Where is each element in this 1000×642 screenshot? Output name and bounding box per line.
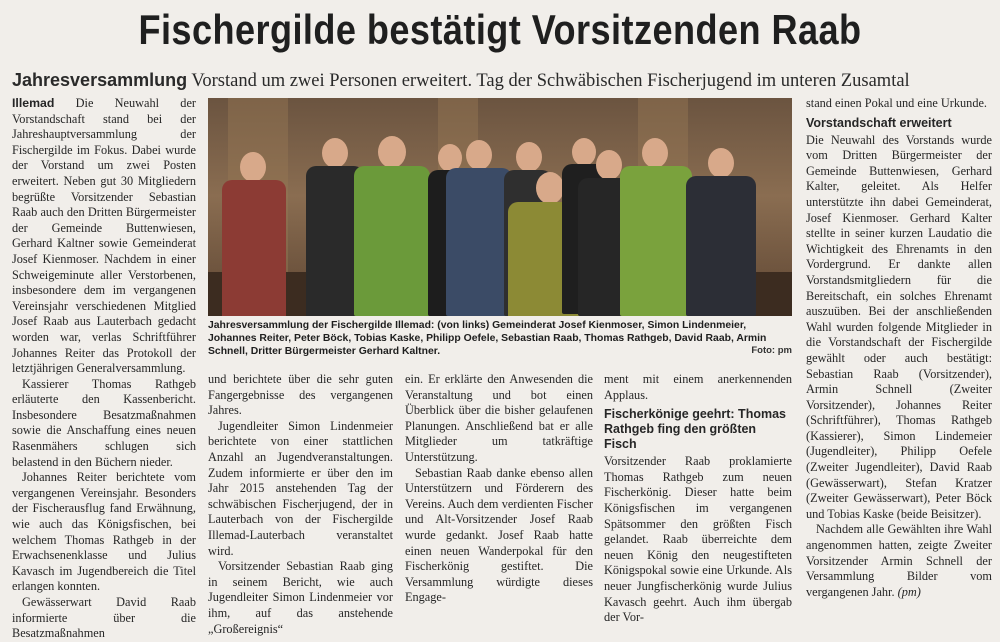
paragraph: Gewässerwart David Raab informierte über die Besatzmaßnahmen: [12, 595, 196, 641]
section-heading: Vorstandschaft erweitert: [806, 115, 952, 130]
dateline: Illemad: [12, 96, 55, 110]
article-column-3: [405, 372, 593, 606]
paragraph: [806, 522, 992, 600]
subheadline: [12, 70, 992, 92]
paragraph: Vorsitzender Sebastian Raab ging in seinem Bericht, wie auch Jugendleiter Simon Lindenmeier vor ihm, auf das anstehende „Großereignis“: [208, 559, 393, 636]
photo-credit: Foto: pm: [751, 345, 792, 356]
section-heading: Fischerkönige geehrt: Thomas Rathgeb fing den größten Fisch: [604, 407, 786, 452]
paragraph: Kassierer Thomas Rathgeb erläuterte den Kassenbericht. Insbesondere Besatzmaßnahmen sowie die Anschaffung eines neuen Rasenmähers schlugen sich belastend in den Büchern nieder.: [12, 376, 196, 469]
paragraph: stand einen Pokal und eine Urkunde.: [806, 96, 987, 110]
paragraph: [12, 96, 196, 377]
paragraph: Vorsitzender Raab proklamierte Thomas Rathgeb zum neuen Fischerkönig. Dieser hatte beim Königsfischen im vergangenen Spätsommer den größten Fisch gelandet. Raab überreichte dem neuen König den neugestifteten Königspokal sowie eine Urkunde. Als neuer Jungfischerkönig wurde Julius Kavasch geehrt. Auch ihm übergab der Vor-: [604, 454, 792, 625]
paragraph-text: Die Neuwahl der Vorstandschaft stand bei der Jahreshauptversammlung der Fischergilde im Fokus. Dabei wurde der Vorstand um zwei Posten erweitert. Neben gut 30 Mitgliedern begrüßte Vorsitzender Sebastian Raab auch den Dritten Bürgermeister der Gemeinde Buttenwiesen, Gerhard Kaltner sowie Gemeinderat Josef Kienmoser. Nachdem in einer Schweigeminute aller Verstorbenen, insbesondere dem im vergangenen Vereinsjahr verschiedenen Mitglied Josef Raab aus Lauterbach gedacht worden war, verlas Schriftführer Johannes Reiter das Protokoll der letztjährigen Generalversammlung.: [12, 96, 196, 376]
paragraph: Sebastian Raab danke ebenso allen Unterstützern und Förderern des Vereins. Auch dem verdienten Fischer und Alt-Vorsitzender Josef Raab wurde gedankt. Josef Raab hatte einen neuen Wanderpokal für den Fischerkönig gestiftet. Die Versammlung würdigte dieses Engage-: [405, 465, 593, 605]
photo-caption: Jahresversammlung der Fischergilde Illemad: (von links) Gemeinderat Josef Kienmoser, Simon Lindenmeier, Johannes Reiter, Peter Böck, Tobias Kaske, Philipp Oefele, Sebastian Raab, Thomas Rathgeb, David Raab, Armin Schnell, Dritter Bürgermeister Gerhard Kaltner.: [208, 320, 767, 357]
kicker: Jahresversammlung: [12, 70, 188, 90]
paragraph: ein. Er erklärte den Anwesenden die Veranstaltung und bot einen Überblick über die bisher gelaufenen Planungen. Anschließend bat er alle Mitglieder um tatkräftige Unterstützung.: [405, 372, 593, 464]
article-column-5: [806, 96, 992, 600]
headline: Fischergilde bestätigt Vorsitzenden Raab: [138, 6, 862, 53]
paragraph: ment mit einem anerkennenden Applaus.: [604, 372, 792, 402]
article-column-2: [208, 372, 393, 637]
paragraph: Die Neuwahl des Vorstands wurde vom Dritten Bürgermeister der Gemeinde Buttenwiesen, Gerhard Kalter, geleitet. Als Helfer unterstützte ihn dabei Gemeinderat, Josef Kienmoser. Gerhard Kalter stellte in seiner kurzen Laudatio die Wichtigkeit des Ehrenamts in den Vordergrund. Er dankte allen Vorstandsmitgliedern für die Bereitschaft, ein solches Ehrenamt auszuüben. Bei der anschließenden Wahl wurden folgende Mitglieder in die Vorstandschaft der Fischergilde gewählt oder auch bestätigt: Sebastian Raab (Vorsitzender), Armin Schnell (Zweiter Vorsitzender), Johannes Reiter (Schriftführer), Thomas Rathgeb (Kassierer), Simon Lindemeier (Jugendleiter), Philipp Oefele (Zweiter Jugendleiter), David Raab (Gewässerwart), Stefan Kratzer (Zweiter Gewässerwart), Peter Böck und Tobias Kaske (beide Beisitzer).: [806, 132, 992, 521]
paragraph-text: Nachdem alle Gewählten ihre Wahl angenommen hatten, zeigte Zweiter Vorsitzender Armin Schnell der Versammlung Bilder vom vergangenen Jahr.: [806, 522, 992, 599]
author-signature: (pm): [897, 584, 921, 599]
group-photo: [208, 98, 792, 316]
subheadline-text: Vorstand um zwei Personen erweitert. Tag der Schwäbischen Fischerjugend im unteren Zusamtal: [191, 71, 910, 91]
article-column-4: [604, 372, 792, 626]
paragraph: Johannes Reiter berichtete vom vergangenen Vereinsjahr. Besonders der Fischerausflug fand Erwähnung, wie auch das Königsfischen, bei welchem Thomas Rathgeb in der Erwachsenenklasse und Julius Kavasch im Jugendbereich die Titel erlangen konnten.: [12, 470, 196, 594]
article-column-1: [12, 96, 196, 642]
paragraph: und berichtete über die sehr guten Fangergebnisse des vergangenen Jahres.: [208, 372, 393, 418]
paragraph: Jugendleiter Simon Lindenmeier berichtete von einer stattlichen Anzahl an Jugendveranstaltungen. Zudem informierte er über den im Jahr 2015 anstehenden Tag der schwäbischen Fischerjugend, der in Lauterbach von der Fischergilde Illemad-Lauterbach veranstaltet wird.: [208, 418, 393, 558]
